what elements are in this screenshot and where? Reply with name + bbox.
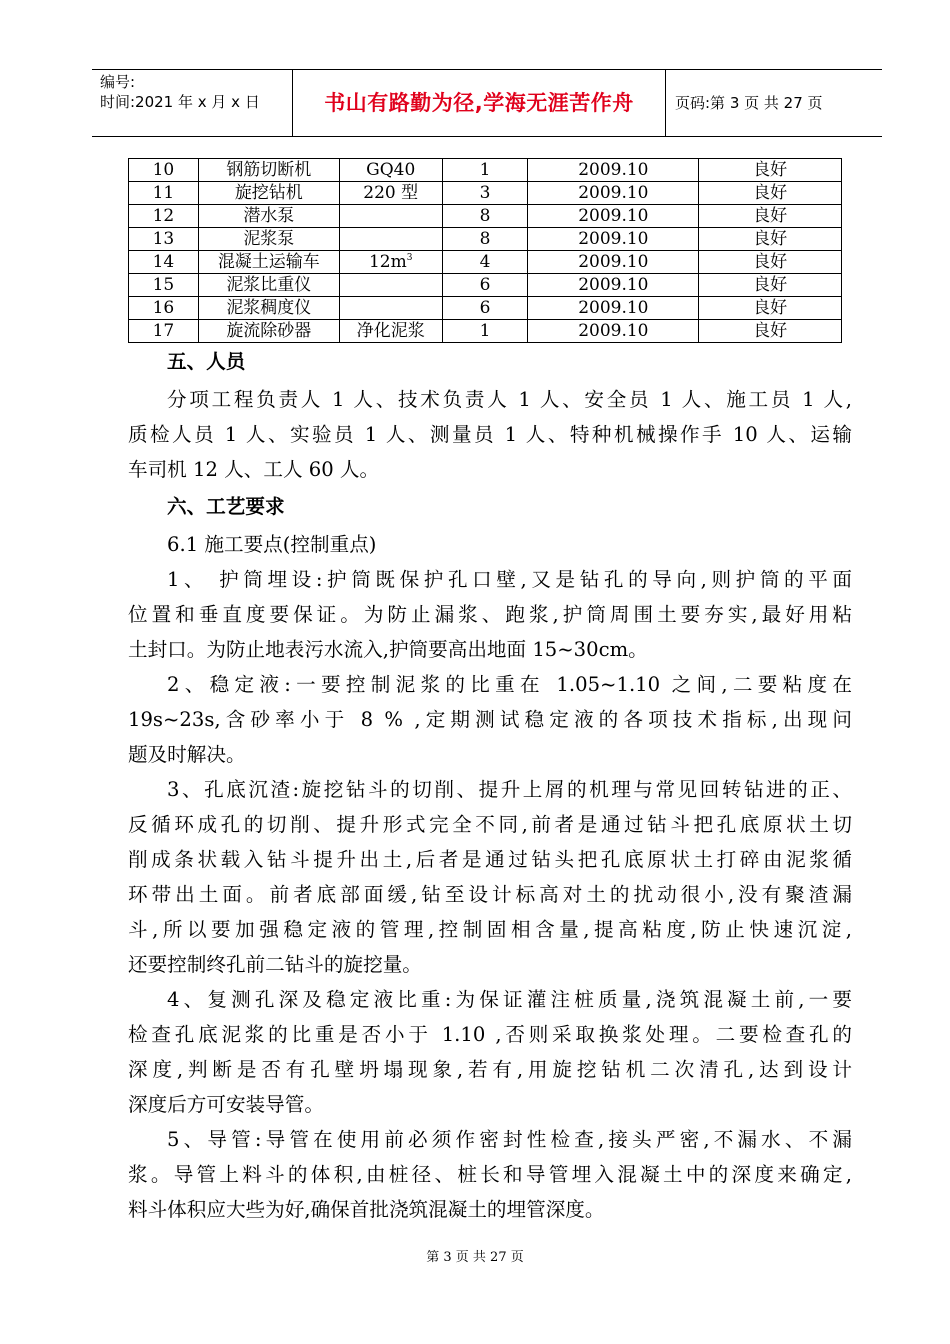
equipment-table bbox=[128, 158, 842, 343]
paragraph-line: 深度后方可安装导管。 bbox=[128, 1093, 324, 1116]
paragraph-line: 3、孔底沉渣:旋挖钻斗的切削、提升上屑的机理与常见回转钻进的正、 bbox=[167, 778, 852, 801]
cell-model bbox=[339, 228, 442, 251]
cell-status: 良好 bbox=[699, 205, 842, 228]
cell-model: GQ40 bbox=[339, 159, 442, 182]
header-meta bbox=[100, 72, 260, 112]
header-page-label: 页码:第 3 页 共 27 页 bbox=[675, 94, 823, 112]
paragraph-line: 还要控制终孔前二钻斗的旋挖量。 bbox=[128, 953, 422, 976]
paragraph-sediment bbox=[128, 772, 852, 982]
cell-no: 12 bbox=[129, 205, 199, 228]
table-row bbox=[129, 320, 842, 343]
table-row bbox=[129, 297, 842, 320]
header-motto: 书山有路勤为径,学海无涯苦作舟 bbox=[324, 91, 634, 115]
cell-qty: 8 bbox=[442, 205, 528, 228]
table-row bbox=[129, 274, 842, 297]
paragraph-line: 5、导管:导管在使用前必须作密封性检查,接头严密,不漏水、不漏 bbox=[167, 1128, 852, 1151]
paragraph-line: 环带出土面。前者底部面缓,钻至设计标高对土的扰动很小,没有聚渣漏 bbox=[128, 883, 852, 906]
paragraph-line: 车司机 12 人、工人 60 人。 bbox=[128, 458, 380, 481]
cell-qty: 1 bbox=[442, 159, 528, 182]
personnel-paragraph bbox=[128, 382, 852, 487]
cell-status: 良好 bbox=[699, 251, 842, 274]
cell-qty: 8 bbox=[442, 228, 528, 251]
header-divider bbox=[665, 70, 666, 136]
paragraph-line: 料斗体积应大些为好,确保首批浇筑混凝土的埋管深度。 bbox=[128, 1198, 605, 1221]
paragraph-line: 深度,判断是否有孔壁坍塌现象,若有,用旋挖钻机二次清孔,达到设计 bbox=[128, 1058, 852, 1081]
paragraph-line: 斗,所以要加强稳定液的管理,控制固相含量,提高粘度,防止快速沉淀, bbox=[128, 918, 852, 941]
cell-no: 14 bbox=[129, 251, 199, 274]
paragraph-line: 浆。导管上料斗的体积,由桩径、桩长和导管埋入混凝土中的深度来确定, bbox=[128, 1163, 852, 1186]
cell-name: 泥浆比重仪 bbox=[198, 274, 339, 297]
cell-no: 17 bbox=[129, 320, 199, 343]
header-time-label: 时间:2021 年 x 月 x 日 bbox=[100, 93, 260, 111]
section-heading-process: 六、工艺要求 bbox=[167, 495, 285, 518]
cell-date: 2009.10 bbox=[528, 205, 699, 228]
cell-model bbox=[339, 297, 442, 320]
cell-status: 良好 bbox=[699, 159, 842, 182]
cell-name: 钢筋切断机 bbox=[198, 159, 339, 182]
cell-date: 2009.10 bbox=[528, 297, 699, 320]
cell-name: 泥浆泵 bbox=[198, 228, 339, 251]
section-heading-personnel: 五、人员 bbox=[167, 350, 246, 373]
table-row bbox=[129, 159, 842, 182]
cell-date: 2009.10 bbox=[528, 182, 699, 205]
cell-no: 16 bbox=[129, 297, 199, 320]
cell-model bbox=[339, 274, 442, 297]
paragraph-stabilizer bbox=[128, 667, 852, 772]
cell-status: 良好 bbox=[699, 274, 842, 297]
table-row bbox=[129, 251, 842, 274]
paragraph-casing bbox=[128, 562, 852, 667]
cell-model: 净化泥浆 bbox=[339, 320, 442, 343]
page-footer: 第 3 页 共 27 页 bbox=[426, 1250, 524, 1265]
cell-no: 13 bbox=[129, 228, 199, 251]
cell-no: 11 bbox=[129, 182, 199, 205]
page-header bbox=[92, 69, 882, 137]
paragraph-line: 1、 护筒埋设:护筒既保护孔口壁,又是钻孔的导向,则护筒的平面 bbox=[167, 568, 852, 591]
paragraph-line: 位置和垂直度要保证。为防止漏浆、跑浆,护筒周围土要夯实,最好用粘 bbox=[128, 603, 852, 626]
document-body bbox=[128, 342, 852, 1227]
cell-status: 良好 bbox=[699, 182, 842, 205]
model-base: 12m bbox=[368, 252, 407, 272]
cell-date: 2009.10 bbox=[528, 228, 699, 251]
cell-qty: 1 bbox=[442, 320, 528, 343]
table-row bbox=[129, 205, 842, 228]
cell-qty: 3 bbox=[442, 182, 528, 205]
paragraph-recheck bbox=[128, 982, 852, 1122]
cell-model bbox=[339, 205, 442, 228]
cell-status: 良好 bbox=[699, 228, 842, 251]
table-row bbox=[129, 228, 842, 251]
subsection-title bbox=[128, 527, 852, 562]
cell-no: 10 bbox=[129, 159, 199, 182]
paragraph-line: 土封口。为防止地表污水流入,护筒要高出地面 15~30cm。 bbox=[128, 638, 648, 661]
cell-model bbox=[339, 251, 442, 274]
cell-model: 220 型 bbox=[339, 182, 442, 205]
cell-no: 15 bbox=[129, 274, 199, 297]
cell-name: 潜水泵 bbox=[198, 205, 339, 228]
cell-name: 混凝土运输车 bbox=[198, 251, 339, 274]
cell-date: 2009.10 bbox=[528, 320, 699, 343]
paragraph-line: 削成条状载入钻斗提升出土,后者是通过钻头把孔底原状土打碎由泥浆循 bbox=[128, 848, 852, 871]
cell-name: 旋挖钻机 bbox=[198, 182, 339, 205]
paragraph-line: 反循环成孔的切削、提升形式完全不同,前者是通过钻斗把孔底原状土切 bbox=[128, 813, 852, 836]
model-superscript: 3 bbox=[406, 253, 413, 263]
paragraph-conduit bbox=[128, 1122, 852, 1227]
cell-qty: 6 bbox=[442, 274, 528, 297]
cell-date: 2009.10 bbox=[528, 251, 699, 274]
header-number-label: 编号: bbox=[100, 73, 136, 91]
paragraph-line: 检查孔底泥浆的比重是否小于 1.10 ,否则采取换浆处理。二要检查孔的 bbox=[128, 1023, 852, 1046]
cell-name: 泥浆稠度仪 bbox=[198, 297, 339, 320]
subsection-title-text: 6.1 施工要点(控制重点) bbox=[167, 533, 377, 556]
paragraph-line: 质检人员 1 人、实验员 1 人、测量员 1 人、特种机械操作手 10 人、运输 bbox=[128, 423, 852, 446]
table-row bbox=[129, 182, 842, 205]
paragraph-line: 4、复测孔深及稳定液比重:为保证灌注桩质量,浇筑混凝土前,一要 bbox=[167, 988, 852, 1011]
paragraph-line: 题及时解决。 bbox=[128, 743, 246, 766]
paragraph-line: 分项工程负责人 1 人、技术负责人 1 人、安全员 1 人、施工员 1 人, bbox=[167, 388, 852, 411]
cell-date: 2009.10 bbox=[528, 274, 699, 297]
cell-status: 良好 bbox=[699, 297, 842, 320]
cell-date: 2009.10 bbox=[528, 159, 699, 182]
cell-qty: 4 bbox=[442, 251, 528, 274]
cell-name: 旋流除砂器 bbox=[198, 320, 339, 343]
cell-qty: 6 bbox=[442, 297, 528, 320]
cell-status: 良好 bbox=[699, 320, 842, 343]
paragraph-line: 19s~23s,含砂率小于 8 % ,定期测试稳定液的各项技术指标,出现问 bbox=[128, 708, 852, 731]
paragraph-line: 2、稳定液:一要控制泥浆的比重在 1.05~1.10 之间,二要粘度在 bbox=[167, 673, 852, 696]
